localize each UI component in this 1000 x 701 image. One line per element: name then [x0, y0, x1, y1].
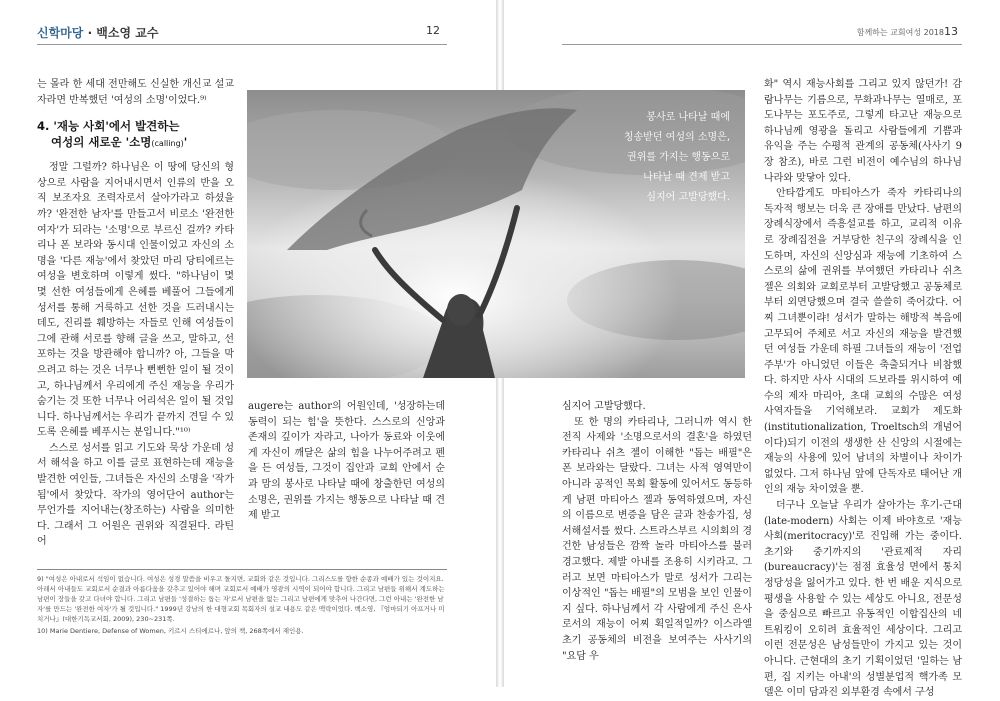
paragraph: 화" 역시 재능사회를 그리고 있지 않던가! 감람나무는 기름으로, 무화과나무는 열매로, 포도나무는 포도주로, 그렇게 타고난 재능으로 하나님께 영광을 돌리고 사람들에게 기쁨과 유익을 주는 수평적 관계의 공동체(사사기 9장 참조), 바로 그런 비전이 예수님의 하나님 나라와 맞닿아 있다.: [764, 79, 962, 184]
heading-line-2: [37, 134, 234, 152]
paragraph: 심지어 고발당했다.: [562, 401, 646, 412]
paragraph: 정말 그럴까? 하나님은 이 땅에 당신의 형상으로 사람을 지어내시면서 인류의 반을 오직 보조자요 조력자로서 살아가라고 하셨을까? '완전한 남자'를 만들고서 비로소 '완전한 여자'가 되라는 '소명'으로 부르신 걸까? 카타리나 폰 보라와 동시대 인물이었고 자신의 소명을 '다른 재능'에서 찾았던 마리 당티에르는 여성을 변호하며 이렇게 썼다. "하나님이 몇몇 선한 여성들에게 은혜를 베풀어 그들에게 성서를 통해 거룩하고 선한 것을 드러내시는 데도, 진리를 훼방하는 자들로 인해 여성들이 그에 관해 서로를 향해 글을 쓰고, 말하고, 선포하는 것을 방관해야 합니까? 아, 그들을 막으려고 하는 것은 너무나 뻔뻔한 일이 될 것이고, 하나님께서 우리에게 주신 재능을 우리가 숨기는 것 또한 너무나 어리석은 일이 될 것입니다. 하나님께서는 우리가 끝까지 견딜 수 있도록 은혜를 베푸시는 분입니다."¹⁰⁾: [37, 162, 234, 439]
footnotes: [37, 574, 447, 638]
paragraph: 는 몰라 한 세대 전만해도 신실한 개신교 설교자라면 반복했던 '여성의 소명'이었다.⁹⁾: [37, 79, 234, 106]
right-header-rule: [562, 44, 962, 45]
caption-line: 권위를 가지는 행동으로: [627, 152, 730, 163]
caption-line: 나타날 때 견제 받고: [643, 172, 730, 183]
paragraph: 또 한 명의 카타리나, 그러니까 역시 한 전직 사제와 '소명으로서의 결혼'을 하였던 카타리나 쉬츠 젤이 이해한 "돕는 배필"은 폰 보라와는 달랐다. 그녀는 사적 영역만이 아니라 공적인 목회 활동에 있어서도 동등하게 남편 마티아스 젤과 동역하였으며, 자신의 이름으로 변증을 담은 글과 찬송가집, 성서해설서를 썼다. 스트라스부르 시의회의 경건한 남성들은 깜짝 놀라 마티아스를 불러 경고했다. 제발 아내를 조용히 시키라고. 그러고 보면 마티아스가 말로 성서가 그리는 이상적인 "돕는 배필"의 모범을 보인 인물이지 싶다. 하나님께서 각 사람에게 주신 은사로서의 재능이 어찌 획일적일까? 이스라엘 초기 공동체의 비전을 보여주는 사사기의 "요담 우: [562, 416, 752, 662]
author-name: · 백소영 교수: [87, 26, 159, 40]
left-header-rule: [37, 44, 447, 45]
heading-english-term: (calling): [151, 139, 184, 149]
publication-title: 함께하는 교회여성 2018: [856, 28, 944, 37]
paragraph: 스스로 성서를 읽고 기도와 묵상 가운데 성서 해석을 하고 이를 글로 표현하는데 재능을 발견한 여인들, 그녀들은 자신의 소명을 '작가됨'에서 찾았다. 작가의 영어단어 author는 무언가를 지어내는(창조하는) 사람을 의미한다. 그래서 그 어원은 권위와 직결된다. 라틴어: [37, 442, 234, 548]
heading-line-1: 4. '재능 사회'에서 발견하는: [37, 119, 180, 134]
section-header: [37, 24, 158, 41]
caption-line: 심지어 고발당했다.: [646, 192, 730, 203]
text-column-4: [764, 77, 962, 701]
caption-line: 봉사로 나타날 때에: [646, 112, 730, 123]
paragraph: 더구나 오늘날 우리가 살아가는 후기-근대(late-modern) 사회는 이제 바야흐로 '재능사회(meritocracy)'로 진입해 가는 중이다. 초기와 중기까지의 '관료제적 자리(bureaucracy)'는 점점 효율성 면에서 통치정당성을 잃어가고 있다. 한 번 배운 지식으로 평생을 사용할 수 있는 세상도 아니요, 전문성을 중심으로 빠르고 유동적인 이합집산의 네트워킹이 오히려 효율적인 세상이다. 그리고 이런 전문성은 남성들만이 가지고 있는 것이 아니다. 근현대의 초기 기획이었던 '일하는 남편, 집 지키는 아내'의 성별분업적 핵가족 모델은 이미 담과진 외부환경 속에서 구성: [764, 500, 962, 699]
footnote-9: 9) "여성은 아내로서 석임이 없습니다. 여성은 성경 말씀을 비우고 돌지면, 교회와 같은 것입니다. 그리스도를 향한 순종과 예배가 있는 것이지요. 아래서 아내들도 교회로서 순결과 아름다움을 갖추고 있어야 해며 교회로서 예배가 영광의 시역이 되어야 합니다. 그리고 남편들 위해서 계도하는 남편이 장들을 갖고 다녀야 합니다. 그리고 남편들 '성결하는 돕는 자'로서 남편을 없는 그리고 남편에게 맞추어 나간다면, 그런 아내는 '완전한 남자'를 만드는 '완전한 여자'가 될 것입니다." 1999년 강남의 한 대형교회 목회자의 설교 내용도 같은 맥락이었다. 백소영, 『엄마되기 아프거나 미치거나』(대한기독교서회, 2009), 230~231쪽.: [37, 575, 445, 623]
text-column-3: [562, 399, 752, 664]
section-heading: [37, 118, 234, 152]
caption-line: 칭송받던 여성의 소명은,: [623, 132, 730, 143]
paragraph: augere는 author의 어원인데, '성장하는데 동력이 되는 힘'을 뜻한다. 스스로의 신앙과 존재의 깊이가 자라고, 나아가 동료와 이웃에게 자신이 깨달은 삶의 힘을 나누어주려고 펜을 든 여성들, 그것이 집안과 교회 안에서 순과 맘의 봉사로 나타날 때에 창출한던 여성의 소명은, 권위를 가지는 행동으로 나타날 때 견제 받고: [248, 401, 445, 522]
paragraph: 안타깝게도 마티아스가 죽자 카타리나의 독자적 행보는 더욱 큰 장애를 만났다. 남편의 장례식장에서 즉흥설교를 하고, 교리적 이유로 장례집전을 거부당한 친구의 장례식을 인도하며, 자신의 신앙심과 재능에 기초하여 스스로의 삶에 권위를 부여했던 카타리나 쉬츠 젤은 의회와 교회로부터 고발당했고 공동체로부터 외면당했으며 결국 쓸쓸히 죽어갔다. 어찌 그녀뿐이랴! 성서가 말하는 해방적 복음에 고무되어 주체로 서고 자신의 재능을 발견했던 여성들 가운데 하필 그녀들의 재능이 '전업주부'가 아니었던 이들은 축출되거나 비참했다. 하지만 사사 시대의 드보라를 위시하여 예수의 제자 마리아, 초대 교회의 수많은 여성 사역자들을 기억해보라. 교회가 제도화(institutionalization, Troeltsch의 개념어이다)되기 이전의 생생한 산 신앙의 시절에는 재능의 사용에 있어 남녀의 차별이나 차이가 없었다. 그저 하나님 앞에 단독자로 태어난 개인의 재능 차이였을 뿐.: [764, 188, 962, 496]
left-page-number: 12: [426, 24, 440, 37]
photo-caption: [600, 108, 730, 208]
heading-close-quote: ': [183, 135, 188, 150]
footnote-10: 10) Marie Dentiere, Defense of Women, 키르시 스티에르나, 앞의 책, 268쪽에서 재인용.: [37, 627, 304, 635]
right-page-number: 13: [944, 25, 958, 38]
text-column-2: [248, 399, 445, 524]
text-column-1: [37, 77, 234, 550]
section-title: 신학마당: [37, 26, 84, 40]
heading-text: 여성의 새로운 '소명: [51, 135, 152, 150]
footnote-rule: [37, 569, 447, 570]
